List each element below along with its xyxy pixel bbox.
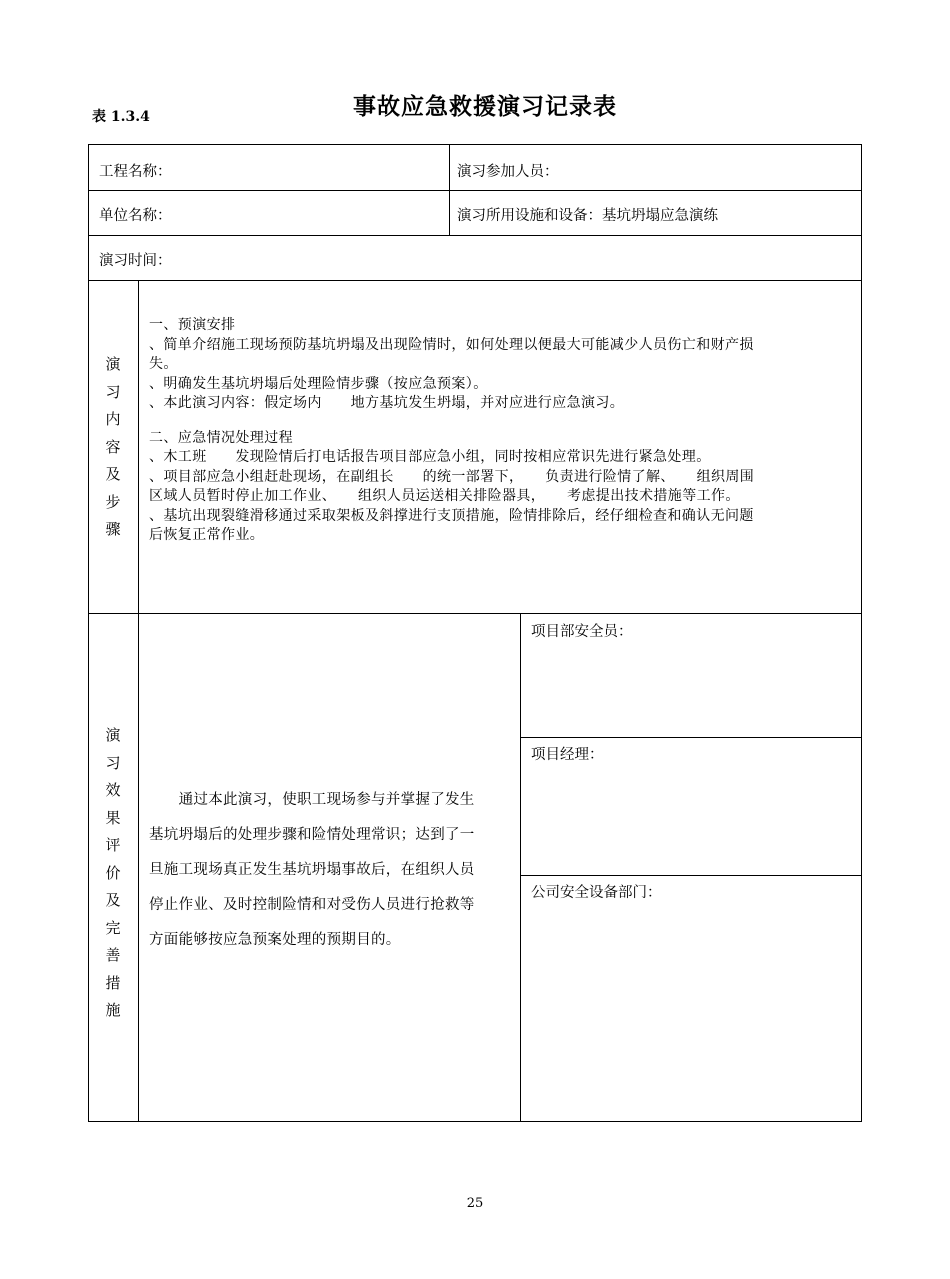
company-safety-dept-field: 公司安全设备部门： xyxy=(531,885,662,901)
signature-column-divider xyxy=(520,613,521,1122)
column-divider xyxy=(449,144,450,235)
content-line: 区域人员暂时停止加工作业、 组织人员运送相关排险器具， 考虑提出技术措施等工作。 xyxy=(149,488,740,504)
row-divider xyxy=(88,613,862,614)
participants-field: 演习参加人员： xyxy=(457,164,559,180)
summary-line: 旦施工现场真正发生基坑坍塌事故后，在组织人员 xyxy=(149,862,475,878)
drill-time-field: 演习时间： xyxy=(99,253,172,269)
summary-line: 基坑坍塌后的处理步骤和险情处理常识；达到了一 xyxy=(149,827,475,843)
content-line: 、本此演习内容：假定场内 地方基坑发生坍塌，并对应进行应急演习。 xyxy=(149,395,625,411)
content-line: 失。 xyxy=(149,356,178,372)
evaluation-summary xyxy=(149,783,517,958)
row-divider xyxy=(88,190,862,191)
page-number: 25 xyxy=(466,1196,484,1211)
table-number: 表 1.3.4 xyxy=(92,109,150,125)
content-line: 二、应急情况处理过程 xyxy=(149,429,293,446)
row-divider xyxy=(88,235,862,236)
summary-line: 通过本此演习，使职工现场参与并掌握了发生 xyxy=(149,792,475,808)
equipment-field: 演习所用设施和设备：基坑坍塌应急演练 xyxy=(457,208,718,224)
spacer xyxy=(149,414,855,429)
signature-divider xyxy=(520,737,862,738)
project-manager-field: 项目经理： xyxy=(531,747,604,763)
safety-officer-field: 项目部安全员： xyxy=(531,624,633,640)
label-column-divider xyxy=(138,280,139,1122)
page-title: 事故应急救援演习记录表 xyxy=(353,94,617,120)
project-name-field: 工程名称： xyxy=(99,164,172,180)
content-line: 一、预演安排 xyxy=(149,317,236,333)
signature-divider xyxy=(520,875,862,876)
drill-content xyxy=(149,316,855,546)
record-table xyxy=(88,144,862,1122)
summary-line: 方面能够按应急预案处理的预期目的。 xyxy=(149,932,401,948)
content-line: 、明确发生基坑坍塌后处理险情步骤（按应急预案）。 xyxy=(149,375,488,392)
unit-name-field: 单位名称： xyxy=(99,208,172,224)
content-line: 后恢复正常作业。 xyxy=(149,527,265,543)
row-divider xyxy=(88,280,862,281)
content-line: 、基坑出现裂缝滑移通过采取架板及斜撑进行支顶措施，险情排除后，经仔细检查和确认无问题 xyxy=(149,507,754,524)
evaluation-section-label: 演 习 效 果 评 价 及 完 善 措 施 xyxy=(105,726,121,1019)
content-section-label: 演 习 内 容 及 步 骤 xyxy=(105,355,121,538)
content-line: 、项目部应急小组赶赴现场，在副组长 的统一部署下， 负责进行险情了解、 组织周围 xyxy=(149,468,755,485)
content-line: 、简单介绍施工现场预防基坑坍塌及出现险情时，如何处理以便最大可能减少人员伤亡和财产损 xyxy=(149,336,754,353)
content-line: 、木工班 发现险情后打电话报告项目部应急小组，同时按相应常识先进行紧急处理。 xyxy=(149,449,711,465)
summary-line: 停止作业、及时控制险情和对受伤人员进行抢救等 xyxy=(149,897,475,913)
